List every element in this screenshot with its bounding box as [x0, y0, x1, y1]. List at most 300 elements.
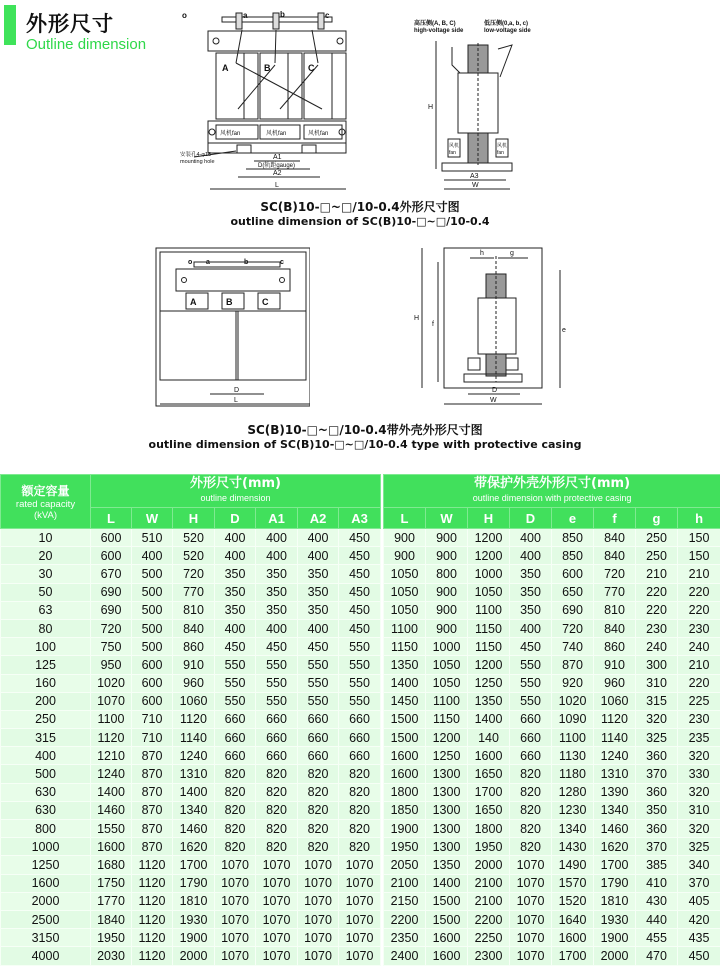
dimension-cell: 2000 — [173, 947, 215, 965]
dimension-cell: 820 — [256, 783, 298, 801]
dimension-cell: 1050 — [426, 656, 468, 674]
dimension-cell: 1570 — [552, 874, 594, 892]
capacity-cell: 125 — [1, 656, 91, 674]
dimension-cell: 370 — [636, 838, 678, 856]
dimension-cell: 850 — [552, 529, 594, 547]
dimension-cell: 550 — [510, 692, 552, 710]
dimension-cell: 250 — [636, 547, 678, 565]
dimension-cell: 1200 — [426, 729, 468, 747]
dimension-cell: 1300 — [426, 801, 468, 819]
dimension-cell: 1240 — [594, 747, 636, 765]
dimension-cell: 320 — [678, 820, 720, 838]
dimension-cell: 1090 — [552, 710, 594, 728]
dimension-cell: 1100 — [91, 710, 132, 728]
dimension-cell: 1120 — [91, 729, 132, 747]
dimension-cell: 1140 — [173, 729, 215, 747]
dimension-cell: 1600 — [384, 765, 426, 783]
dimension-cell: 1200 — [468, 547, 510, 565]
dimension-cell: 350 — [510, 601, 552, 619]
dimension-cell: 1490 — [552, 856, 594, 874]
terminal-label: a — [206, 259, 210, 266]
dimension-cell: 1070 — [339, 892, 381, 910]
dimension-cell: 750 — [91, 638, 132, 656]
dimension-cell: 230 — [678, 619, 720, 637]
dimension-cell: 1070 — [298, 929, 339, 947]
dimension-cell: 1340 — [594, 801, 636, 819]
dimension-cell: 340 — [678, 856, 720, 874]
dimension-cell: 1400 — [468, 710, 510, 728]
casing-front-drawing — [150, 242, 310, 414]
dimension-cell: 1600 — [426, 929, 468, 947]
dimension-cell: 1070 — [339, 947, 381, 965]
dimension-cell: 720 — [173, 565, 215, 583]
dimension-cell: 330 — [678, 765, 720, 783]
dimension-cell: 210 — [678, 656, 720, 674]
dimension-cell: 1930 — [594, 910, 636, 928]
dimension-cell: 2030 — [91, 947, 132, 965]
dimension-cell: 820 — [256, 820, 298, 838]
dimension-cell: 660 — [215, 710, 256, 728]
dimension-cell: 360 — [636, 820, 678, 838]
dimension-cell: 1050 — [384, 565, 426, 583]
dimension-cell: 660 — [339, 710, 381, 728]
dimension-cell: 820 — [339, 801, 381, 819]
dimension-cell: 1070 — [298, 874, 339, 892]
dimension-cell: 450 — [339, 619, 381, 637]
dimension-cell: 1800 — [468, 820, 510, 838]
dimension-cell: 1000 — [468, 565, 510, 583]
dimension-cell: 385 — [636, 856, 678, 874]
dimension-cell: 1140 — [594, 729, 636, 747]
dimension-cell: 400 — [298, 619, 339, 637]
dimension-cell: 1070 — [215, 929, 256, 947]
dimension-cell: 710 — [132, 729, 173, 747]
hv-side-label-en: high-voltage side — [414, 28, 464, 34]
dimension-cell: 1390 — [594, 783, 636, 801]
dimension-cell: 1790 — [594, 874, 636, 892]
dimension-cell: 660 — [215, 729, 256, 747]
dimension-cell: 960 — [594, 674, 636, 692]
dimension-cell: 1790 — [173, 874, 215, 892]
table-row — [1, 947, 720, 965]
column-header-casing: H — [468, 508, 510, 529]
dimension-cell: 350 — [298, 601, 339, 619]
casing-side-drawing — [410, 242, 580, 414]
table-row — [1, 747, 720, 765]
dimension-cell: 1400 — [173, 783, 215, 801]
capacity-header-en: rated capacity — [15, 499, 76, 510]
column-header-outline: H — [173, 508, 215, 529]
dimension-cell: 810 — [173, 601, 215, 619]
dimension-cell: 350 — [298, 565, 339, 583]
dimension-cell: 690 — [91, 601, 132, 619]
dimension-cell: 1250 — [426, 747, 468, 765]
dimension-cell: 1120 — [594, 710, 636, 728]
phase-label: A — [222, 63, 229, 73]
dimension-cell: 350 — [215, 601, 256, 619]
dimension-cell: 690 — [552, 601, 594, 619]
column-header-outline: L — [91, 508, 132, 529]
dimension-cell: 1000 — [426, 638, 468, 656]
dimension-cell: 820 — [298, 838, 339, 856]
dimension-table — [0, 474, 720, 966]
capacity-cell: 100 — [1, 638, 91, 656]
dimension-cell: 1070 — [339, 856, 381, 874]
dimension-cell: 660 — [510, 747, 552, 765]
table-row — [1, 601, 720, 619]
dimension-cell: 1070 — [339, 910, 381, 928]
dimension-cell: 820 — [510, 820, 552, 838]
capacity-cell: 630 — [1, 801, 91, 819]
dimension-cell: 370 — [636, 765, 678, 783]
terminal-label: c — [280, 259, 284, 266]
dimension-cell: 2050 — [384, 856, 426, 874]
dimension-cell: 2200 — [468, 910, 510, 928]
dimension-cell: 1700 — [552, 947, 594, 965]
table-row — [1, 565, 720, 583]
dimension-cell: 550 — [215, 674, 256, 692]
dimension-cell: 1060 — [173, 692, 215, 710]
dimension-cell: 1070 — [298, 910, 339, 928]
dimension-cell: 510 — [132, 529, 173, 547]
dimension-cell: 910 — [594, 656, 636, 674]
terminal-label: c — [325, 11, 330, 20]
dimension-cell: 2100 — [468, 892, 510, 910]
dimension-cell: 660 — [510, 729, 552, 747]
dimension-cell: 400 — [215, 547, 256, 565]
dimension-cell: 1930 — [173, 910, 215, 928]
dimension-cell: 325 — [636, 729, 678, 747]
dimension-cell: 500 — [132, 583, 173, 601]
dimension-cell: 1240 — [173, 747, 215, 765]
capacity-cell: 63 — [1, 601, 91, 619]
table-row — [1, 674, 720, 692]
dimension-cell: 660 — [339, 747, 381, 765]
capacity-cell: 20 — [1, 547, 91, 565]
dimension-cell: 400 — [215, 529, 256, 547]
table-row — [1, 910, 720, 928]
table-row — [1, 547, 720, 565]
casing-dimension-group-header — [384, 475, 720, 508]
dimension-cell: 325 — [678, 838, 720, 856]
dimension-cell: 550 — [298, 656, 339, 674]
dimension-cell: 870 — [132, 820, 173, 838]
capacity-cell: 200 — [1, 692, 91, 710]
dimension-cell: 1350 — [384, 656, 426, 674]
dimension-cell: 1070 — [510, 910, 552, 928]
fan-label: 风机fan — [266, 131, 287, 137]
dimension-cell: 550 — [510, 656, 552, 674]
dimension-cell: 1500 — [384, 729, 426, 747]
table-row — [1, 729, 720, 747]
dimension-cell: 1520 — [552, 892, 594, 910]
table-row — [1, 929, 720, 947]
dimension-cell: 230 — [636, 619, 678, 637]
dimension-cell: 500 — [132, 565, 173, 583]
group2-title-cn: 带保护外壳外形尺寸(mm) — [474, 476, 631, 491]
dimension-cell: 320 — [636, 710, 678, 728]
dimension-cell: 310 — [678, 801, 720, 819]
dimension-cell: 900 — [426, 529, 468, 547]
capacity-cell: 315 — [1, 729, 91, 747]
dimension-cell: 1070 — [256, 929, 298, 947]
drawing2-caption — [140, 421, 590, 451]
table-row — [1, 692, 720, 710]
dimension-cell: 1950 — [468, 838, 510, 856]
dimension-cell: 600 — [132, 674, 173, 692]
dimension-cell: 1300 — [426, 838, 468, 856]
section-title-en: Outline dimension — [26, 36, 147, 53]
dimension-cell: 250 — [636, 529, 678, 547]
table-row — [1, 765, 720, 783]
dimension-cell: 1150 — [468, 619, 510, 637]
dim-h-small: h — [480, 250, 484, 257]
dimension-cell: 1070 — [215, 910, 256, 928]
fan-label: 风机fan — [308, 131, 329, 137]
dimension-cell: 450 — [339, 529, 381, 547]
dim-a2: A2 — [273, 170, 282, 177]
dimension-cell: 690 — [91, 583, 132, 601]
dimension-cell: 450 — [339, 547, 381, 565]
dimension-cell: 1620 — [173, 838, 215, 856]
capacity-cell: 2500 — [1, 910, 91, 928]
side-fan-label-cn: 风机 — [449, 143, 460, 149]
dimension-cell: 1020 — [552, 692, 594, 710]
terminal-label: o — [188, 259, 193, 266]
dimension-cell: 1300 — [426, 783, 468, 801]
dimension-cell: 400 — [256, 547, 298, 565]
column-header-outline: A2 — [298, 508, 339, 529]
terminal-label: b — [280, 10, 285, 19]
dimension-cell: 900 — [426, 619, 468, 637]
dimension-cell: 870 — [132, 801, 173, 819]
dimension-cell: 455 — [636, 929, 678, 947]
capacity-cell: 3150 — [1, 929, 91, 947]
dimension-cell: 220 — [678, 674, 720, 692]
column-header-casing: e — [552, 508, 594, 529]
dimension-cell: 870 — [552, 656, 594, 674]
capacity-cell: 2000 — [1, 892, 91, 910]
dimension-cell: 720 — [91, 619, 132, 637]
dimension-cell: 450 — [298, 638, 339, 656]
front-view-drawing — [180, 5, 370, 195]
dimension-cell: 1770 — [91, 892, 132, 910]
dimension-cell: 2100 — [468, 874, 510, 892]
dimension-cell: 820 — [510, 838, 552, 856]
lv-side-label-en: low-voltage side — [484, 28, 531, 34]
dimension-cell: 315 — [636, 692, 678, 710]
dimension-cell: 350 — [215, 583, 256, 601]
dimension-cell: 820 — [215, 820, 256, 838]
table-row — [1, 838, 720, 856]
capacity-cell: 1000 — [1, 838, 91, 856]
dimension-cell: 310 — [636, 674, 678, 692]
dimension-cell: 1120 — [132, 874, 173, 892]
column-header-casing: f — [594, 508, 636, 529]
dim-d: D — [492, 387, 498, 394]
dimension-cell: 660 — [298, 710, 339, 728]
side-view-drawing — [400, 5, 550, 195]
group1-title-cn: 外形尺寸(mm) — [190, 476, 281, 491]
dimension-cell: 1070 — [298, 892, 339, 910]
dimension-cell: 840 — [594, 529, 636, 547]
capacity-cell: 1600 — [1, 874, 91, 892]
dimension-cell: 850 — [552, 547, 594, 565]
drawing1-caption-cn: SC(B)10-□~□/10-0.4外形尺寸图 — [260, 200, 460, 214]
capacity-cell: 50 — [1, 583, 91, 601]
dimension-cell: 920 — [552, 674, 594, 692]
dimension-cell: 350 — [256, 583, 298, 601]
dimension-cell: 1650 — [468, 801, 510, 819]
dimension-cell: 1070 — [339, 929, 381, 947]
dimension-cell: 820 — [298, 801, 339, 819]
dimension-cell: 350 — [636, 801, 678, 819]
column-header-outline: W — [132, 508, 173, 529]
dimension-cell: 660 — [256, 747, 298, 765]
dimension-cell: 230 — [678, 710, 720, 728]
dimension-cell: 820 — [256, 765, 298, 783]
dimension-cell: 1640 — [552, 910, 594, 928]
dimension-cell: 1100 — [426, 692, 468, 710]
dimension-cell: 1280 — [552, 783, 594, 801]
dimension-cell: 430 — [636, 892, 678, 910]
dimension-cell: 320 — [678, 747, 720, 765]
dimension-cell: 1070 — [298, 947, 339, 965]
dimension-cell: 1900 — [384, 820, 426, 838]
dim-e: e — [562, 327, 566, 334]
dimension-cell: 820 — [298, 765, 339, 783]
dimension-cell: 1500 — [426, 910, 468, 928]
dimension-cell: 350 — [510, 583, 552, 601]
dimension-cell: 820 — [339, 783, 381, 801]
dimension-cell: 300 — [636, 656, 678, 674]
dimension-cell: 350 — [215, 565, 256, 583]
table-row — [1, 856, 720, 874]
dimension-cell: 820 — [215, 801, 256, 819]
dim-l: L — [275, 182, 279, 189]
dimension-cell: 900 — [426, 583, 468, 601]
capacity-header — [1, 475, 91, 529]
dimension-cell: 1100 — [468, 601, 510, 619]
dimension-cell: 1600 — [468, 747, 510, 765]
group2-title-en: outline dimension with protective casing — [472, 493, 632, 503]
dimension-cell: 400 — [256, 619, 298, 637]
dimension-cell: 820 — [510, 765, 552, 783]
dimension-cell: 450 — [339, 565, 381, 583]
dimension-cell: 600 — [552, 565, 594, 583]
dimension-cell: 1650 — [468, 765, 510, 783]
outline-dimension-group-header — [91, 475, 381, 508]
dimension-cell: 400 — [298, 547, 339, 565]
dimension-cell: 900 — [426, 547, 468, 565]
dimension-cell: 210 — [678, 565, 720, 583]
dimension-cell: 660 — [298, 729, 339, 747]
dimension-cell: 350 — [256, 565, 298, 583]
dimension-cell: 1300 — [426, 765, 468, 783]
dimension-cell: 1450 — [384, 692, 426, 710]
dimension-cell: 820 — [339, 838, 381, 856]
dimension-cell: 960 — [173, 674, 215, 692]
dimension-cell: 810 — [594, 601, 636, 619]
dimension-cell: 500 — [132, 601, 173, 619]
dimension-cell: 550 — [215, 656, 256, 674]
dimension-cell: 550 — [339, 692, 381, 710]
dimension-cell: 550 — [339, 674, 381, 692]
dimension-cell: 900 — [426, 601, 468, 619]
dimension-cell: 2300 — [468, 947, 510, 965]
dimension-cell: 350 — [256, 601, 298, 619]
dimension-cell: 860 — [173, 638, 215, 656]
dimension-cell: 820 — [339, 820, 381, 838]
dim-a1: A1 — [273, 154, 282, 161]
capacity-cell: 250 — [1, 710, 91, 728]
dimension-cell: 600 — [132, 656, 173, 674]
dimension-cell: 720 — [552, 619, 594, 637]
dimension-cell: 820 — [339, 765, 381, 783]
column-header-casing: W — [426, 508, 468, 529]
dimension-cell: 1400 — [91, 783, 132, 801]
dimension-cell: 1700 — [173, 856, 215, 874]
dimension-cell: 1070 — [298, 856, 339, 874]
dimension-cell: 1130 — [552, 747, 594, 765]
dimension-cell: 770 — [594, 583, 636, 601]
dimension-cell: 600 — [91, 547, 132, 565]
dimension-cell: 400 — [256, 529, 298, 547]
column-header-outline: A3 — [339, 508, 381, 529]
dimension-cell: 470 — [636, 947, 678, 965]
dimension-cell: 140 — [468, 729, 510, 747]
dimension-cell: 550 — [510, 674, 552, 692]
dimension-cell: 550 — [256, 692, 298, 710]
dimension-cell: 1050 — [468, 583, 510, 601]
dimension-cell: 1800 — [384, 783, 426, 801]
dimension-cell: 1070 — [510, 874, 552, 892]
dim-d-gauge: D(轨距gauge) — [258, 163, 296, 169]
table-row — [1, 892, 720, 910]
dimension-cell: 1600 — [91, 838, 132, 856]
dimension-cell: 400 — [510, 547, 552, 565]
dimension-cell: 220 — [636, 601, 678, 619]
column-header-casing: g — [636, 508, 678, 529]
capacity-cell: 30 — [1, 565, 91, 583]
capacity-cell: 4000 — [1, 947, 91, 965]
dimension-cell: 1500 — [384, 710, 426, 728]
dimension-cell: 1600 — [552, 929, 594, 947]
dimension-cell: 360 — [636, 783, 678, 801]
side-fan-label-en: fan — [497, 150, 504, 156]
dimension-cell: 550 — [256, 656, 298, 674]
dimension-cell: 320 — [678, 783, 720, 801]
dimension-cell: 820 — [215, 765, 256, 783]
dimension-cell: 820 — [510, 801, 552, 819]
dimension-cell: 150 — [678, 529, 720, 547]
phase-label: B — [226, 297, 233, 307]
dimension-cell: 870 — [132, 838, 173, 856]
dimension-cell: 770 — [173, 583, 215, 601]
dimension-cell: 660 — [298, 747, 339, 765]
dimension-cell: 220 — [678, 601, 720, 619]
dimension-cell: 2000 — [468, 856, 510, 874]
dimension-cell: 1400 — [384, 674, 426, 692]
dimension-cell: 2000 — [594, 947, 636, 965]
dim-l: L — [234, 397, 238, 404]
capacity-cell: 80 — [1, 619, 91, 637]
capacity-cell: 500 — [1, 765, 91, 783]
terminal-label: o — [182, 11, 187, 20]
dimension-cell: 1070 — [215, 947, 256, 965]
dimension-cell: 450 — [215, 638, 256, 656]
dimension-cell: 1070 — [510, 947, 552, 965]
